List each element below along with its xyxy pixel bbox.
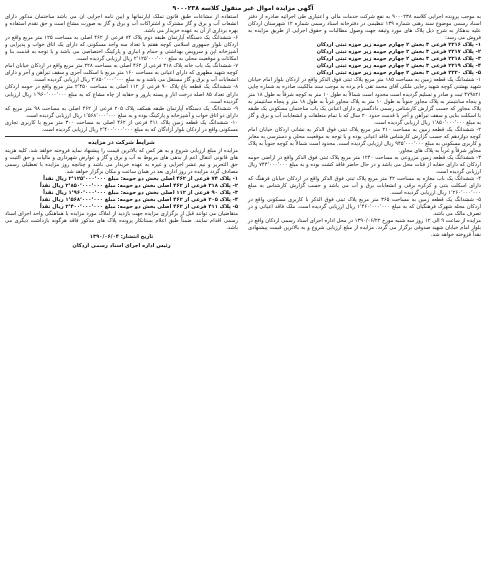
intro-paragraph: به موجب پرونده اجرایی کلاسه ۹۰۰۰۲۳۸ به نفع شرکت خدمات مالی و اعتباری طی اجرائیه صادره از دفتر اسناد رسمی موضوع سند رهنی شماره ۱۳۹ تنظیمی در دفترخانه اسناد رسمی شماره ۱۲ شهرستان اردکان علیه بدهکار به شرح ذیل پلاک های مورد وثیقه جهت وصول مطالبات و حقوق اجرایی از طریق مزایده به فروش می رسد: <box>248 14 481 42</box>
signature-line: رئیس اداره اجرای اسناد رسمی اردکان <box>72 243 171 250</box>
plaque-line: ۳- پلاک ۲۲۱۸ فرعی ۳ بخش ۲ چهارم حومه زیر حوزه ثبتی اردکان <box>316 56 481 63</box>
property-paragraph: ۷- ششدانگ یک باب خانه پلاک ۳۱۸ فرعی از ۴۶۲ اصلی به مساحت ۲۲۸ متر مربع واقع در اردکان خیابان امام کوچه شهید مطهری که دارای اعیانی به مساحت ۱۶۰ متر مربع با اسکلت آجری و سقف تیرآهن و آجر و دارای انشعابات آب و برق و گاز مستقل می باشد و به مبلغ ۲٬۸۵۰٬۰۰۰٬۰۰۰ ریال ارزیابی گردیده است. <box>5 63 238 84</box>
property-paragraph: ۱- ششدانگ یک قطعه زمین به مساحت ۱۸۵ متر مربع پلاک ثبتی فوق الذکر واقع در اردکان بلوار امام خیابان شهید بهشتی کوچه شهید رجایی ملکی آقای محمد تقی نام برده به موجب سند مالکیت صادره به شماره چاپی ۴۷۹۸۲۱ ثبت و صادر و تسلیم گردیده است محدود است شمالاً به طول ۱۰ متر به کوچه شرقاً به طول ۱۸ متر و پنجاه سانتیمتر به پلاک مجاور جنوباً به طول ۱۰ متر به پلاک مجاور غرباً به طول ۱۸ متر و پنجاه سانتیمتر به پلاک مجاور که حسب گزارش کارشناس رسمی دادگستری دارای اعیانی یک باب ساختمان مسکونی یک طبقه با اسکلت بنایی و سقف تیرآهن و آجر با قدمت حدود ۲۰ سال که با تمام متعلقات و انشعابات آب و برق و گاز به مبلغ ۱٬۸۵۰٬۰۰۰٬۰۰۰ ریال ارزیابی گردیده است. <box>248 77 481 126</box>
section-divider <box>5 136 238 137</box>
property-paragraph: ۸- ششدانگ یک قطعه باغ پلاک ۹۰ فرعی از ۱۱۲ اصلی به مساحت ۲٬۴۵۰ متر مربع واقع در حومه اردکان دارای تعداد ۸۵ اصله درخت انار و پسته بارور و حقابه از چاه مشاع که به مبلغ ۱٬۹۶۰٬۰۰۰٬۰۰۰ ریال ارزیابی گردیده است. <box>5 84 238 105</box>
auction-time-paragraph: مزایده از ساعت ۹ الی ۱۲ روز سه شنبه مورخ ۱۳۹۰/۰۶/۲۲ در محل اداره اجرای اسناد رسمی اردکان واقع در بلوار امام خیابان شهید صدوقی برگزار می گردد. مزایده از مبلغ ارزیابی شروع و به بالاترین قیمت پیشنهادی نقداً فروخته خواهد شد. <box>248 218 481 239</box>
publish-date: تاریخ انتشار: ۱۳۹۰/۰۶/۰۴ <box>89 234 154 241</box>
notice-title: آگهی مزایده اموال غیر منقول کلاسه ۹۰۰۰۲۳۸ <box>172 5 314 12</box>
right-column <box>245 14 481 571</box>
property-paragraph: ۲- ششدانگ یک قطعه زمین به مساحت ۲۱۰ متر مربع پلاک ثبتی فوق الذکر به نشانی اردکان خیابان امام کوچه دوازدهم که حسب گزارش کارشناس فاقد اعیانی بوده و با توجه به موقعیت محلی و دسترسی به معابر و کاربری مسکونی به مبلغ ۹۴۵٬۰۰۰٬۰۰۰ ریال ارزیابی گردیده است. محدود است شمالاً به کوچه جنوباً به پلاک مجاور شرقاً و غرباً به پلاک های مجاور. <box>248 126 481 154</box>
condition-paragraph: متقاضیان می توانند قبل از برگزاری مزایده جهت بازدید از املاک مورد مزایده با هماهنگی واحد اجرای اسناد رسمی اقدام نمایند. ضمناً طبق اعلام بستانکار پرونده پلاک های مذکور فاقد هرگونه بازداشت دیگری می باشد. <box>5 211 238 232</box>
property-paragraph: ۵- ششدانگ یک قطعه زمین به مساحت ۳۶۵ متر مربع پلاک ثبتی فوق الذکر با کاربری مسکونی واقع در اردکان محله شهرک فرهنگیان که به مبلغ ۱٬۴۶۰٬۰۰۰٬۰۰۰ ریال ارزیابی گردیده است. ملک فاقد اعیانی و در تصرف مالک می باشد. <box>248 197 481 218</box>
property-paragraph: ۱۰- ششدانگ یک قطعه زمین پلاک ۴۱۱ فرعی از ۴۶۲ اصلی به مساحت ۳۰۰ متر مربع با کاربری تجاری مسکونی واقع در اردکان بلوار آزادگان که به مبلغ ۲٬۴۰۰٬۰۰۰٬۰۰۰ ریال ارزیابی گردیده است. <box>5 119 239 133</box>
property-paragraph: استفاده از مشاعات طبق قانون تملک آپارتمانها و آیین نامه اجرایی آن می باشد ساختمان مذکور دارای انشعاب آب و برق و گاز مشترک و اشتراکات آب و برق و گاز به صورت مشاع است و حق تقدم استفاده و بهره برداری از آن به عهده خریدار می باشد. <box>5 14 238 35</box>
property-paragraph: ۹- ششدانگ یک دستگاه آپارتمان طبقه همکف پلاک ۲۰۵ فرعی از ۴۶۲ اصلی به مساحت ۹۸ متر مربع که دارای دو اتاق خواب و آشپزخانه و پارکینگ بوده و به مبلغ ۱٬۵۶۸٬۰۰۰٬۰۰۰ ریال ارزیابی گردیده است. <box>5 105 238 119</box>
price-line: ۵- پلاک ۴۱۱ فرعی از ۴۶۲ اصلی بخش دو حومه: مبلغ ۲٬۴۰۰٬۰۰۰٬۰۰۰ ریال نقداً <box>39 204 238 211</box>
plaque-line: ۵- پلاک ۲۲۲۰ فرعی ۳ بخش ۲ چهارم حومه زیر حوزه ثبتی اردکان <box>316 70 481 77</box>
property-paragraph: ۴- ششدانگ یک باب مغازه به مساحت ۴۲ متر مربع پلاک ثبتی فوق الذکر واقع در اردکان خیابان فرهنگ که دارای اسکلت بتنی و کرکره برقی و انشعابات برق و آب می باشد و حسب گزارش کارشناس به مبلغ ۱٬۲۶۰٬۰۰۰٬۰۰۰ ریال ارزیابی گردیده است. <box>248 176 481 197</box>
plaque-line: ۲- پلاک ۲۲۱۷ فرعی ۳ بخش ۲ چهارم حومه زیر حوزه ثبتی اردکان <box>316 49 481 56</box>
property-paragraph: ۳- ششدانگ یک قطعه زمین مزروعی به مساحت ۱۲۴۰ متر مربع پلاک ثبتی فوق الذکر واقع در اراضی حومه اردکان که دارای حقابه از قنات محل می باشد و در حال حاضر فاقد کشت بوده و به مبلغ ۷۴۴٬۰۰۰٬۰۰۰ ریال ارزیابی گردیده است. <box>248 154 481 176</box>
property-paragraph: ۶- ششدانگ یک دستگاه آپارتمان طبقه دوم پلاک ۷۴ فرعی از ۴۶۲ اصلی به مساحت ۱۲۵ متر مربع واقع در اردکان بلوار جمهوری اسلامی کوچه هفتم با تعداد سه واحد مسکونی که دارای یک اتاق خواب و پذیرایی و آشپزخانه اپن و سرویس بهداشتی و حمام و انباری و پارکینگ اختصاصی می باشد و با توجه به قدمت بنا و امکانات و موقعیت محلی به مبلغ ۲٬۱۲۵٬۰۰۰٬۰۰۰ ریال ارزیابی گردیده است. <box>5 35 238 63</box>
price-line: ۳- پلاک ۹۰ فرعی از ۱۱۲ اصلی بخش دو حومه: مبلغ ۱٬۹۶۰٬۰۰۰٬۰۰۰ ریال نقداً <box>43 190 238 197</box>
plaque-line: ۱- پلاک ۲۲۱۶ فرعی ۳ بخش ۲ چهارم حومه زیر حوزه ثبتی اردکان <box>316 42 481 49</box>
price-line: ۱- پلاک ۷۴ فرعی از ۴۶۲ اصلی بخش دو حومه: مبلغ ۲٬۱۲۵٬۰۰۰٬۰۰۰ ریال نقداً <box>43 175 238 182</box>
price-line: ۲- پلاک ۳۱۸ فرعی از ۴۶۲ اصلی بخش دو حومه: مبلغ ۲٬۸۵۰٬۰۰۰٬۰۰۰ ریال نقداً <box>39 183 238 190</box>
plaque-line: ۴- پلاک ۲۲۱۹ فرعی ۳ بخش ۲ چهارم حومه زیر حوزه ثبتی اردکان <box>316 63 481 70</box>
notice-columns <box>5 14 481 571</box>
conditions-title: شرایط شرکت در مزایده <box>88 139 155 146</box>
left-column <box>5 14 241 571</box>
condition-paragraph: مزایده از مبلغ ارزیابی شروع و به هر کس که بالاترین قیمت را پیشنهاد نماید فروخته خواهد شد. کلیه هزینه های قانونی انتقال اعم از بدهی های مربوط به آب و برق و گاز و عوارض شهرداری و مالیات و حق الثبت و حق التحریر و نیم عشر اجرایی و غیره به عهده خریدار می باشد و چنانچه روز مزایده با تعطیلی رسمی مصادف گردد مزایده در روز اداری بعد در همان ساعت و مکان برگزار خواهد شد. <box>5 147 238 175</box>
price-line: ۴- پلاک ۲۰۵ فرعی از ۴۶۲ اصلی بخش دو حومه: مبلغ ۱٬۵۶۸٬۰۰۰٬۰۰۰ ریال نقداً <box>39 197 238 204</box>
